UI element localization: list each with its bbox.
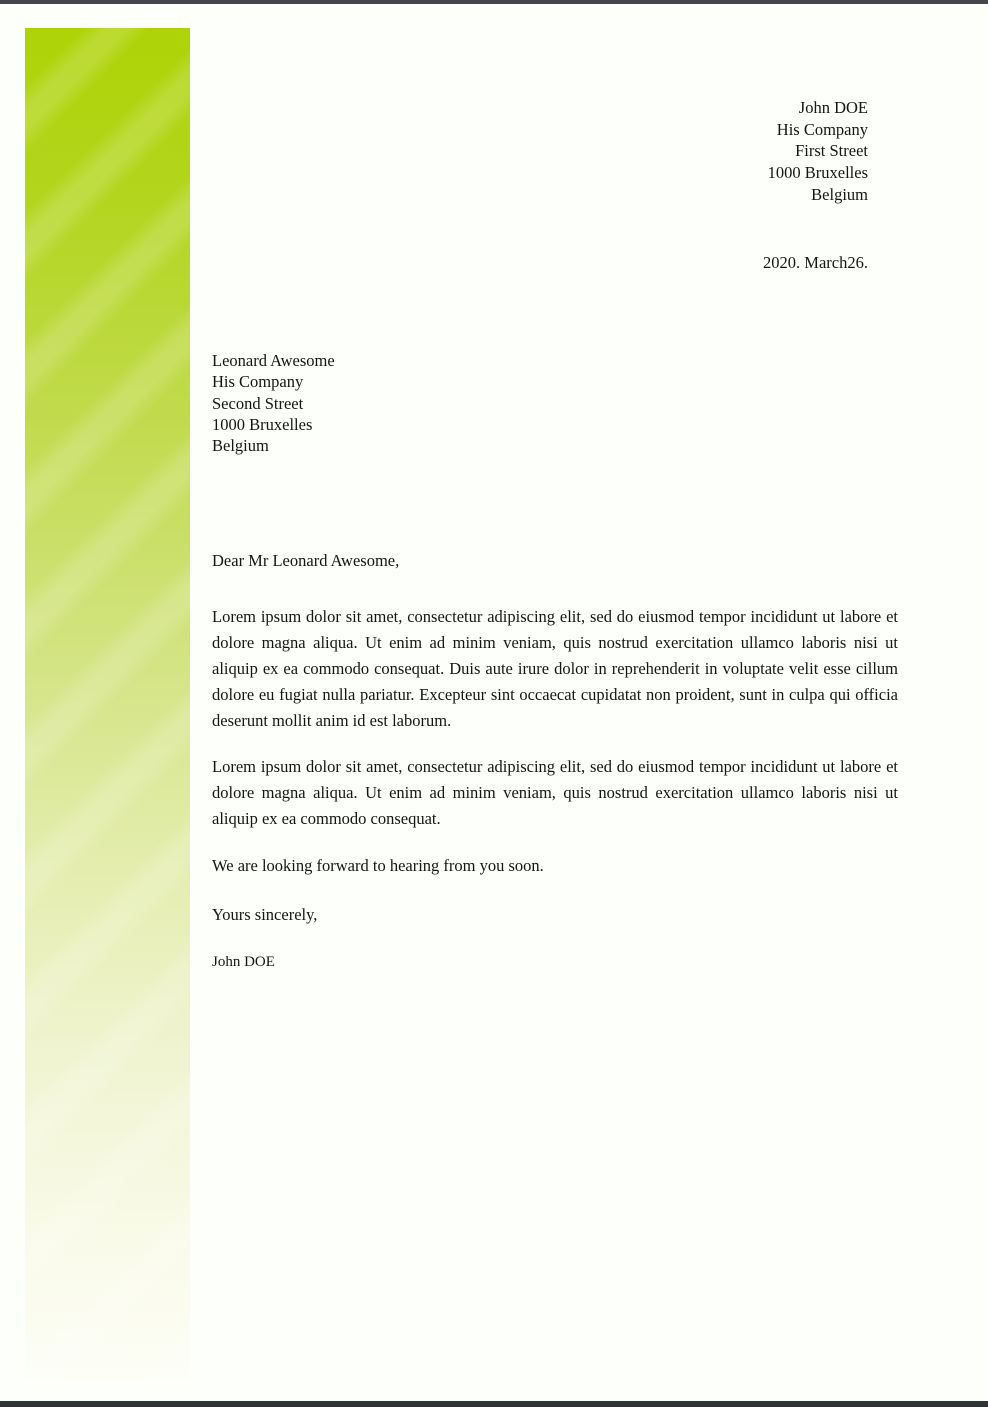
recipient-country: Belgium: [212, 436, 269, 456]
recipient-city: 1000 Bruxelles: [212, 414, 313, 434]
sender-street: First Street: [795, 141, 868, 161]
recipient-street: Second Street: [212, 393, 304, 413]
letter-body: [212, 548, 898, 975]
signature-name: John DOE: [212, 954, 275, 970]
sender-name: John DOE: [798, 98, 868, 117]
recipient-company: His Company: [212, 372, 304, 392]
closing-line: We are looking forward to hearing from you soon.: [212, 856, 544, 875]
recipient-name: Leonard Awesome: [212, 351, 335, 370]
letter-date: 2020. March26.: [763, 253, 868, 272]
green-gradient-sidebar: [25, 28, 190, 1379]
body-paragraph-2: Lorem ipsum dolor sit amet, consectetur adipiscing elit, sed do eiusmod tempor incididunt ut labore et dolore magna aliqua. Ut enim ad minim veniam, quis nostrud exercitation ullamco laboris nisi ut aliquip ex ea commodo consequat.: [212, 757, 898, 828]
recipient-address-block: [212, 350, 335, 456]
sender-country: Belgium: [811, 184, 868, 204]
window-bottom-edge: [0, 1401, 988, 1407]
salutation: Dear Mr Leonard Awesome,: [212, 551, 400, 570]
sender-address-block: [768, 97, 868, 206]
body-paragraph-1: Lorem ipsum dolor sit amet, consectetur adipiscing elit, sed do eiusmod tempor incididunt ut labore et dolore magna aliqua. Ut enim ad minim veniam, quis nostrud exercitation ullamco laboris nisi ut aliquip ex ea commodo consequat. Duis aute irure dolor in reprehenderit in voluptate velit esse cillum dolore eu fugiat nulla pariatur. Excepteur sint occaecat cupidatat non proident, sunt in culpa qui officia deserunt mollit anim id est laborum.: [212, 607, 898, 730]
valediction: Yours sincerely,: [212, 905, 318, 924]
sender-city: 1000 Bruxelles: [767, 163, 868, 183]
sender-company: His Company: [776, 119, 868, 139]
window-top-edge: [0, 0, 988, 4]
